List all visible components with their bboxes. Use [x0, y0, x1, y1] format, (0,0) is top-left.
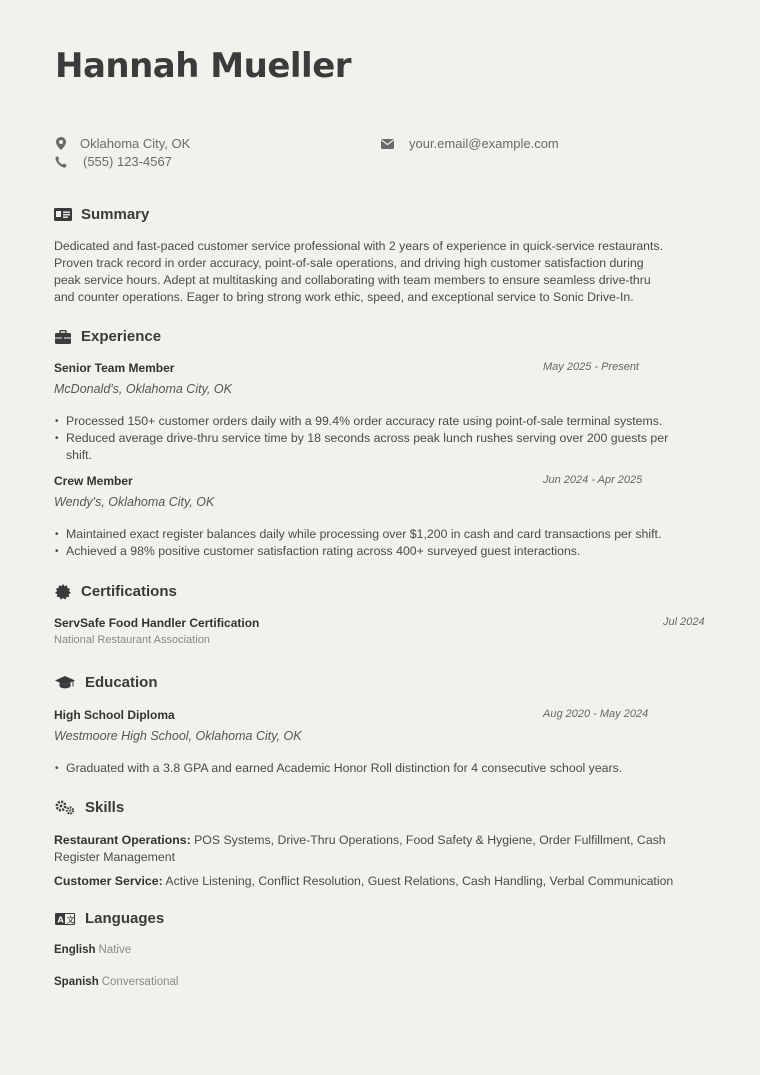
degree-title: High School Diploma: [54, 708, 175, 722]
job-bullets: [54, 413, 714, 464]
bullet-item: • Graduated with a 3.8 GPA and earned Academic Honor Roll distinction for 4 consecutive school years.: [54, 760, 714, 777]
bullet-item: • Reduced average drive-thru service time by 18 seconds across peak lunch rushes serving over 200 guests per: [54, 430, 714, 447]
education-heading: [54, 674, 158, 691]
skill-group: [54, 873, 714, 890]
candidate-name: Hannah Mueller: [55, 46, 352, 86]
language-level: Conversational: [101, 976, 179, 988]
resume-page: [54, 0, 714, 1075]
language-name: Spanish: [54, 976, 99, 988]
summary-line: Proven track record in order accuracy, point-of-sale operations, and driving high customer satisfaction during: [54, 256, 644, 270]
language-name: English: [54, 944, 96, 956]
skill-group: [54, 832, 714, 866]
phone-icon: [54, 155, 68, 169]
email-text[interactable]: your.email@example.com: [409, 136, 559, 151]
svg-text:文: 文: [66, 915, 75, 924]
summary-paragraph: [54, 238, 714, 306]
id-card-icon: [54, 207, 72, 223]
contact-location: [54, 136, 190, 151]
skills-title: Skills: [85, 799, 125, 816]
gears-icon: [54, 800, 76, 816]
summary-line: Dedicated and fast-paced customer service professional with 2 years of experience in quick-service restaurants.: [54, 239, 663, 253]
experience-title: Experience: [81, 328, 162, 345]
summary-line: and counter operations. Eager to bring strong work ethic, speed, and exceptional service to Sonic Drive-In.: [54, 290, 634, 304]
school-name: Westmoore High School, Oklahoma City, OK: [54, 729, 302, 743]
map-pin-icon: [54, 137, 68, 151]
summary-heading: [54, 206, 149, 223]
skills-heading: [54, 799, 124, 816]
experience-heading: [54, 328, 161, 345]
bullet-item: • Maintained exact register balances daily while processing over $1,200 in cash and card transactions per shift.: [54, 526, 714, 543]
certifications-heading: [54, 583, 177, 600]
education-bullets: [54, 760, 714, 777]
envelope-icon: [380, 137, 394, 151]
job-title: Crew Member: [54, 474, 133, 488]
summary-title: Summary: [81, 206, 150, 223]
languages-title: Languages: [85, 910, 165, 927]
skill-group-label: Restaurant Operations:: [54, 833, 191, 847]
language-level: Native: [98, 944, 132, 956]
svg-text:A: A: [57, 915, 64, 924]
job-date: May 2025 - Present: [543, 361, 639, 373]
contact-email[interactable]: [380, 136, 559, 151]
job-organization: Wendy's, Oklahoma City, OK: [54, 495, 215, 509]
skill-group-label: Customer Service:: [54, 874, 163, 888]
job-bullets: [54, 526, 714, 560]
phone-text: (555) 123-4567: [83, 154, 172, 169]
language-item: [54, 944, 131, 956]
bullet-item: shift.: [66, 448, 92, 462]
language-icon: [54, 911, 76, 927]
skill-group-items: Register Management: [54, 850, 175, 864]
languages-heading: [54, 910, 164, 927]
location-text: Oklahoma City, OK: [80, 136, 191, 151]
graduation-cap-icon: [54, 675, 76, 691]
summary-line: peak service hours. Adept at multitasking and collaborating with team members to ensure seamless drive-thru: [54, 273, 651, 287]
certification-issuer: National Restaurant Association: [54, 634, 210, 646]
skill-group-items: POS Systems, Drive-Thru Operations, Food Safety & Hygiene, Order Fulfillment, Cash: [190, 833, 666, 847]
briefcase-icon: [54, 329, 72, 345]
education-title: Education: [85, 674, 158, 691]
certification-title: ServSafe Food Handler Certification: [54, 616, 260, 630]
language-item: [54, 976, 178, 988]
job-organization: McDonald's, Oklahoma City, OK: [54, 382, 232, 396]
contact-phone: [54, 154, 172, 169]
job-date: Jun 2024 - Apr 2025: [543, 474, 643, 486]
certifications-title: Certifications: [81, 583, 177, 600]
skill-group-items: Active Listening, Conflict Resolution, Guest Relations, Cash Handling, Verbal Communication: [162, 874, 674, 888]
certificate-icon: [54, 584, 72, 600]
bullet-item: • Achieved a 98% positive customer satisfaction rating across 400+ surveyed guest interactions.: [54, 543, 714, 560]
bullet-item: • Processed 150+ customer orders daily with a 99.4% order accuracy rate using point-of-sale terminal systems.: [54, 413, 714, 430]
certification-date: Jul 2024: [663, 616, 705, 628]
education-date: Aug 2020 - May 2024: [543, 708, 649, 720]
job-title: Senior Team Member: [54, 361, 175, 375]
